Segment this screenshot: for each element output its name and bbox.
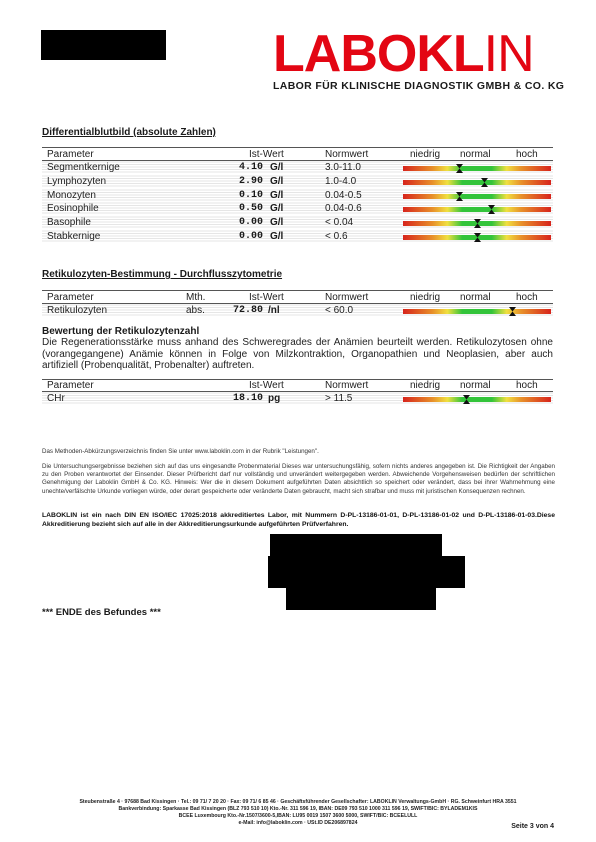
diff-row-value: 0.10	[238, 189, 263, 201]
diff-col-ist: Ist-Wert	[249, 149, 284, 160]
diff-row-unit: G/l	[270, 162, 284, 173]
diff-row-norm: 3.0-11.0	[325, 162, 361, 173]
chr-col-ist: Ist-Wert	[249, 380, 284, 391]
end-of-report: *** ENDE des Befundes ***	[42, 607, 161, 618]
diff-row-name: Segmentkernige	[47, 162, 120, 173]
laboklin-logo	[273, 25, 534, 83]
footer-line-2: Bankverbindung: Sparkasse Bad Kissingen (BLZ 793 510 10) Kto.-Nr. 311 596 19, IBAN: DE09 793 510 1000 311 596 19, SWIFT/BIC: BYLADEM1KIS	[118, 806, 478, 812]
assessment-text: Die Regenerationsstärke muss anhand des Schweregrades der Anämien beurteilt werden. Retikulozytosen ohne (vorangegangene) Anämie können in Folge von Milzkontraktion, Organopathien und Neoplasien, aber auch artifiziell (Probenqualität, Probenalter) auftreten.	[42, 337, 553, 371]
diff-row-value: 0.00	[238, 217, 263, 229]
footer-line-4: e-Mail: info@laboklin.com · USt.ID DE206897824	[238, 820, 358, 826]
page-number: Seite 3 von 4	[511, 823, 554, 830]
retic-col-low: niedrig	[410, 292, 441, 303]
diff-row-name: Eosinophile	[47, 203, 99, 215]
retic-col-norm: Normwert	[325, 292, 369, 303]
diff-row-unit: G/l	[270, 175, 284, 187]
retic-col-high: hoch	[516, 292, 538, 303]
diff-row-name: Lymphozyten	[47, 175, 107, 187]
accreditation-note: LABOKLIN ist ein nach DIN EN ISO/IEC 17025:2018 akkreditiertes Labor, mit Nummern D-PL-13186-01-01, D-PL-13186-01-02 und D-PL-13186-01-03.Diese Akkreditierung bezieht sich auf alle in der Akkreditierungsurkunde aufgeführten Prüfverfahren.	[42, 512, 555, 528]
chr-col-low: niedrig	[410, 380, 441, 391]
methods-note: Das Methoden-Abkürzungsverzeichnis finden Sie unter www.laboklin.com in der Rubrik "Leistungen".	[42, 448, 319, 455]
diff-row-range-bar	[403, 207, 551, 212]
logo-tail: IN	[483, 25, 534, 83]
retic-range-bar	[403, 309, 551, 314]
retic-col-normal: normal	[460, 292, 491, 303]
diff-row-value: 2.90	[238, 175, 263, 187]
retic-row-value: 72.80	[232, 305, 263, 316]
retic-col-param: Parameter	[47, 292, 94, 303]
footer-line-3: BCEE Luxembourg Kto.-Nr.1507/3600-5,IBAN: LU95 0019 1507 3600 5000, SWIFT/BIC: BCEELULL	[178, 813, 418, 819]
diff-col-norm: Normwert	[325, 149, 369, 160]
diff-row-norm: 0.04-0.5	[325, 189, 362, 201]
diff-header-rule	[42, 147, 553, 148]
retic-col-ist: Ist-Wert	[249, 292, 284, 303]
diff-col-param: Parameter	[47, 149, 94, 160]
diff-col-normal: normal	[460, 149, 491, 160]
redacted-address-block	[41, 30, 166, 60]
diff-row-range-bar	[403, 194, 551, 199]
diff-row-name: Monozyten	[47, 189, 96, 201]
diff-row-norm: 0.04-0.6	[325, 203, 362, 215]
diff-row-value: 0.00	[238, 231, 263, 242]
retic-row-name: Retikulozyten	[47, 305, 108, 316]
chr-col-high: hoch	[516, 380, 538, 391]
diff-col-high: hoch	[516, 149, 538, 160]
diff-row-range-marker	[474, 219, 481, 228]
redacted-signature-block-3	[286, 586, 436, 610]
diff-row-range-marker	[488, 205, 495, 214]
logo-main: LABOKL	[273, 25, 484, 83]
diff-row-norm: 1.0-4.0	[325, 175, 357, 187]
disclaimer-note: Die Untersuchungsergebnisse beziehen sich auf das uns eingesandte Probenmaterial Dieses war untersuchungsfähig, sofern nichts anderes angegeben ist. Die Richtigkeit der Angaben zu den Proben verantwortet der Einsender. Dieser Prüfbericht darf nur vollständig und unverändert weitergegeben werden. Abweichende Vorgehensweisen bedürfen der schriftlichen Genehmigung der Laboklin GmbH & Co. KG. Hinweis: Wer die in diesem Dokument aufgeführten Daten absichtlich so speichert oder verändert, dass bei ihrer Wahrnehmung eine unechte/verfälschte Urkunde vorliegen würde, oder derart gespeicherte oder veränderte Daten gebraucht, macht sich strafbar und muss mit juristischen Konsequenzen rechnen.	[42, 463, 555, 495]
chr-col-norm: Normwert	[325, 380, 369, 391]
redacted-signature-block-2	[268, 556, 465, 588]
retic-col-mth: Mth.	[186, 292, 206, 303]
chr-range-bar	[403, 397, 551, 402]
diff-col-low: niedrig	[410, 149, 441, 160]
chr-row-value: 18.10	[232, 393, 263, 404]
diff-row-range-bar	[403, 180, 551, 185]
diff-row-unit: G/l	[270, 189, 284, 201]
diff-row-norm: < 0.6	[325, 231, 348, 242]
diff-row-name: Basophile	[47, 217, 91, 229]
chr-row-norm: > 11.5	[325, 393, 353, 404]
diff-row-value: 4.10	[238, 162, 263, 173]
retic-row-mth: abs.	[186, 305, 205, 316]
redacted-signature-block	[270, 534, 442, 558]
chr-row-unit: pg	[268, 393, 281, 404]
chr-range-marker	[463, 395, 470, 404]
retic-header-rule	[42, 290, 553, 291]
chr-col-normal: normal	[460, 380, 491, 391]
retic-range-marker	[509, 307, 516, 316]
diff-row-range-marker	[456, 192, 463, 201]
diff-row-unit: G/l	[270, 231, 284, 242]
assessment-title: Bewertung der Retikulozytenzahl	[42, 326, 200, 337]
diff-row-unit: G/l	[270, 217, 284, 229]
logo-subtitle: LABOR FÜR KLINISCHE DIAGNOSTIK GMBH & CO. KG	[273, 80, 565, 92]
diff-row-range-marker	[481, 178, 488, 187]
retic-row-unit: /nl	[268, 305, 280, 316]
chr-row-name: CHr	[47, 393, 65, 404]
diff-row-unit: G/l	[270, 203, 284, 215]
diff-row-name: Stabkernige	[47, 231, 101, 242]
diff-section-title: Differentialblutbild (absolute Zahlen)	[42, 127, 216, 138]
diff-row-value: 0.50	[238, 203, 263, 215]
retic-row-norm: < 60.0	[325, 305, 354, 316]
diff-row-norm: < 0.04	[325, 217, 354, 229]
footer-line-1: Steubenstraße 4 · 97688 Bad Kissingen · Tel.: 09 71/ 7 20 20 · Fax: 09 71/ 6 85 46 · Geschäftsführender Gesellschafter: LABOKLIN Verwaltungs-GmbH · RG. Schweinfurt HRA 3551	[79, 799, 517, 805]
diff-row-range-marker	[456, 164, 463, 173]
retic-section-title: Retikulozyten-Bestimmung - Durchflusszytometrie	[42, 269, 283, 280]
diff-row-range-marker	[474, 233, 481, 242]
chr-col-param: Parameter	[47, 380, 94, 391]
diff-row-range-bar	[403, 166, 551, 171]
